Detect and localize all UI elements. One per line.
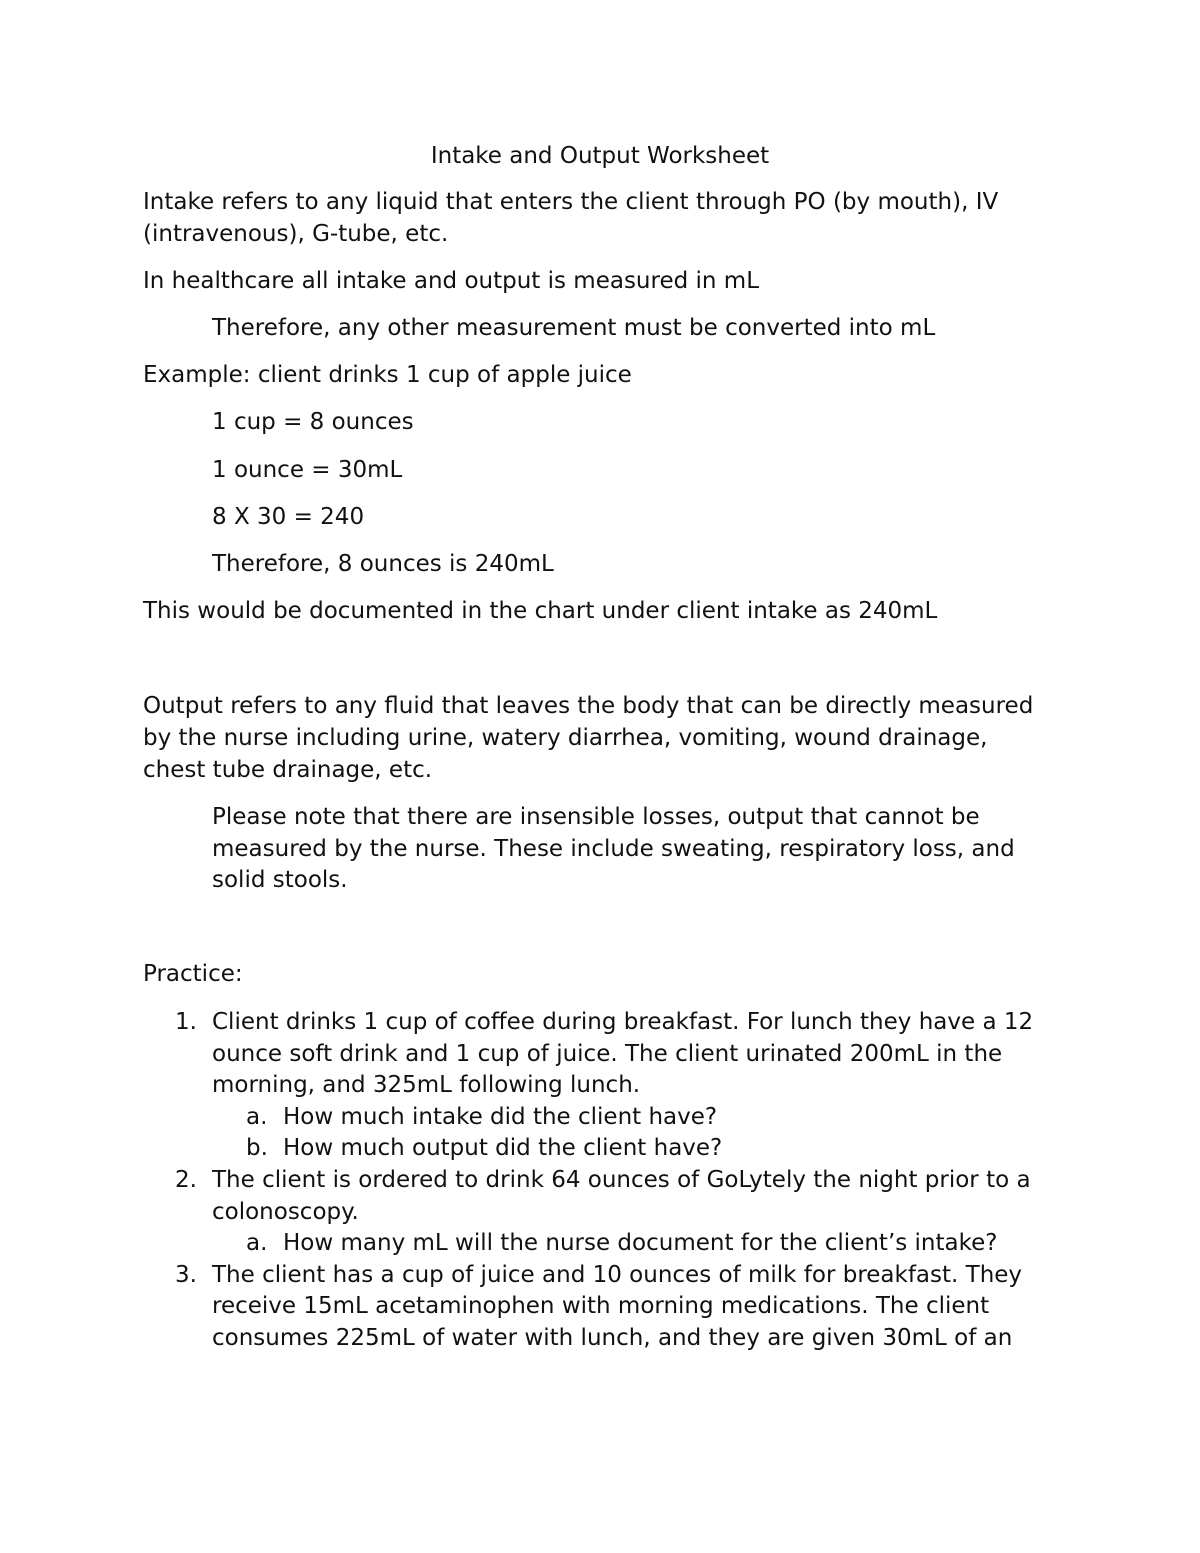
question-text: consumes 225mL of water with lunch, and they are given 30mL of an: [212, 1325, 1013, 1351]
insensible-loss-note: measured by the nurse. These include sweating, respiratory loss, and: [212, 836, 1015, 862]
subquestion-letter: a.: [246, 1230, 268, 1256]
question-text: receive 15mL acetaminophen with morning medications. The client: [212, 1293, 990, 1319]
question-number: 1.: [175, 1009, 197, 1035]
example-heading: Example: client drinks 1 cup of apple juice: [143, 362, 632, 388]
subquestion-text: How much intake did the client have?: [283, 1104, 718, 1130]
measurement-statement: In healthcare all intake and output is measured in mL: [143, 268, 760, 294]
subquestion-text: How much output did the client have?: [283, 1135, 723, 1161]
insensible-loss-note: solid stools.: [212, 867, 348, 893]
page-title: Intake and Output Worksheet: [430, 143, 770, 169]
output-definition-line: by the nurse including urine, watery diarrhea, vomiting, wound drainage,: [143, 725, 988, 751]
question-text: morning, and 325mL following lunch.: [212, 1072, 641, 1098]
intake-definition-line: (intravenous), G-tube, etc.: [143, 221, 449, 247]
conversion-note: Therefore, any other measurement must be converted into mL: [212, 315, 936, 341]
output-definition-line: chest tube drainage, etc.: [143, 757, 433, 783]
example-step: 1 cup = 8 ounces: [212, 409, 414, 435]
documentation-statement: This would be documented in the chart under client intake as 240mL: [143, 598, 938, 624]
insensible-loss-note: Please note that there are insensible losses, output that cannot be: [212, 804, 980, 830]
intake-definition-line: Intake refers to any liquid that enters the client through PO (by mouth), IV: [143, 189, 999, 215]
example-step: 8 X 30 = 240: [212, 504, 365, 530]
question-number: 2.: [175, 1167, 197, 1193]
question-text: Client drinks 1 cup of coffee during breakfast. For lunch they have a 12: [212, 1009, 1034, 1035]
question-text: The client is ordered to drink 64 ounces of GoLytely the night prior to a: [212, 1167, 1031, 1193]
question-text: ounce soft drink and 1 cup of juice. The client urinated 200mL in the: [212, 1041, 1003, 1067]
practice-heading: Practice:: [143, 961, 243, 987]
output-definition-line: Output refers to any fluid that leaves the body that can be directly measured: [143, 693, 1034, 719]
example-step: Therefore, 8 ounces is 240mL: [212, 551, 554, 577]
question-text: The client has a cup of juice and 10 ounces of milk for breakfast. They: [212, 1262, 1023, 1288]
subquestion-letter: b.: [246, 1135, 268, 1161]
question-number: 3.: [175, 1262, 197, 1288]
example-step: 1 ounce = 30mL: [212, 457, 403, 483]
subquestion-letter: a.: [246, 1104, 268, 1130]
question-text: colonoscopy.: [212, 1199, 359, 1225]
subquestion-text: How many mL will the nurse document for the client’s intake?: [283, 1230, 998, 1256]
